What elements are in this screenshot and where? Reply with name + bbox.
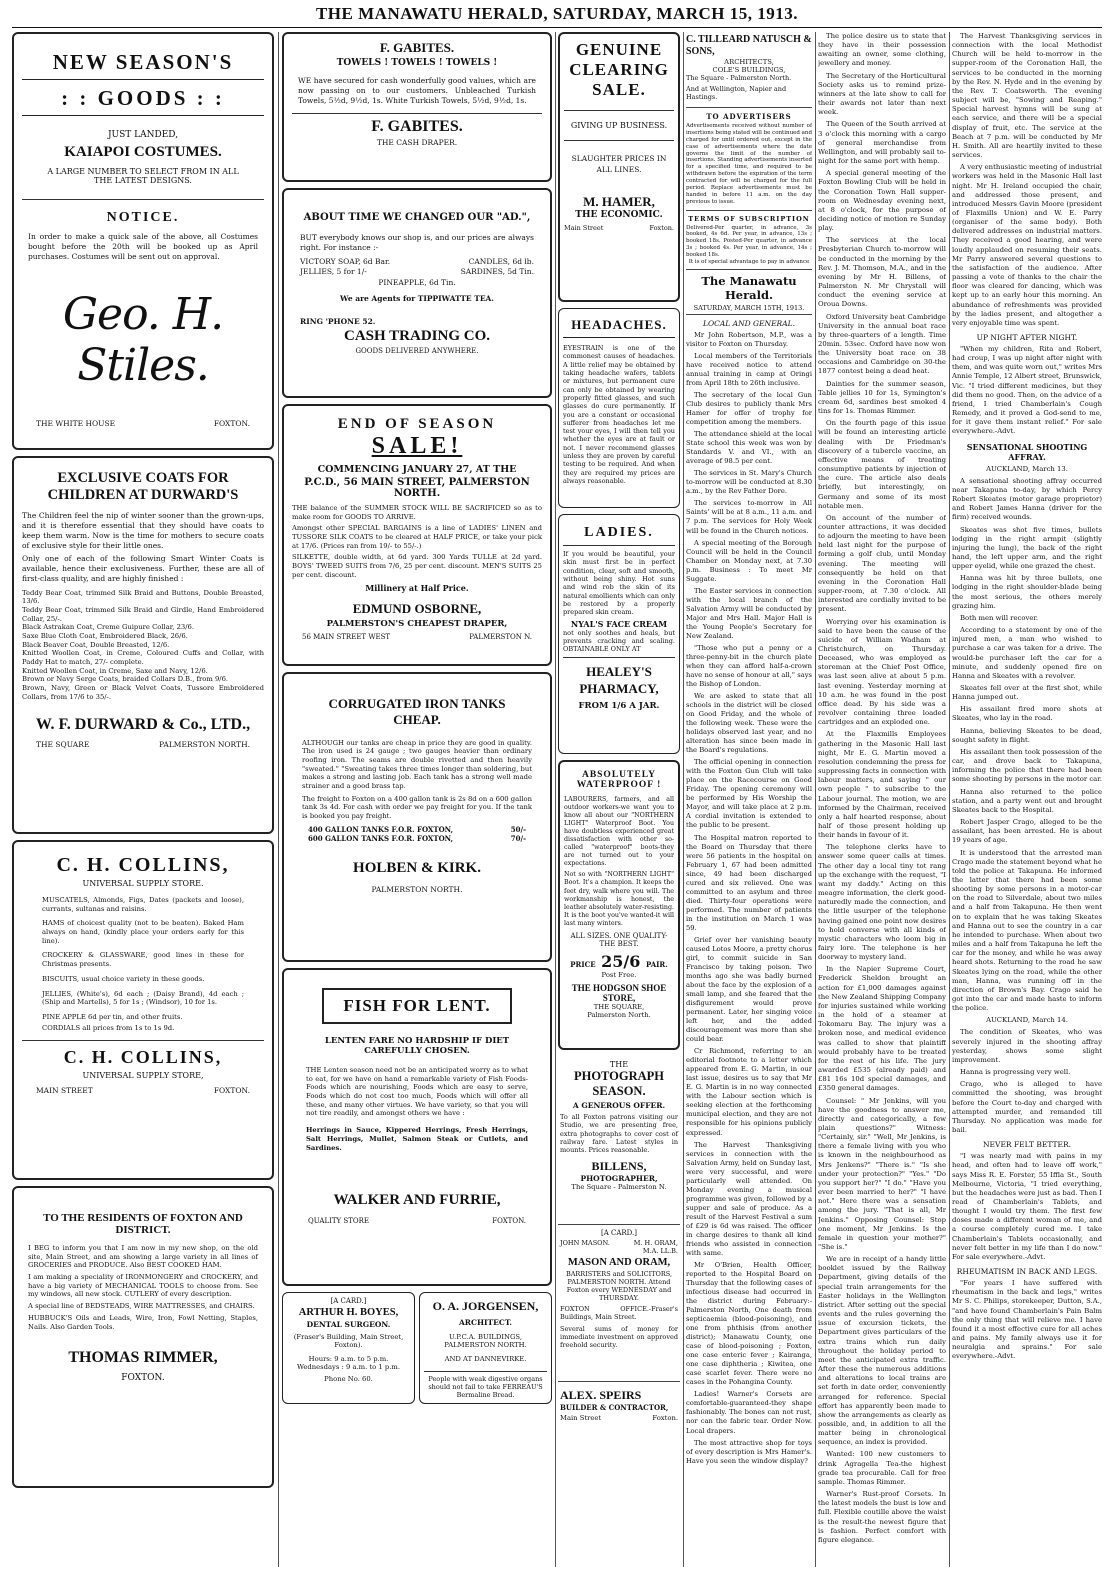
list-item: Brown, Navy, Green or Black Velvet Coats, Tussore Embroidered Collars, from 17/6 to 35/-.: [22, 684, 264, 701]
notice-title: NOTICE.: [106, 210, 180, 225]
firm-name: HOLBEN & KIRK.: [353, 860, 481, 877]
boyes-card: [282, 1292, 415, 1404]
firm-name: CASH TRADING CO.: [344, 328, 490, 344]
news-paragraph: Cr Richmond, referring to an editorial footnote to a letter which appeared from E. G. Martin, in our last issue, desires us to say that Mr E. G. Martin is in no way connected with the Labour section which is seeking election at the forthcoming municipal election, and they are not responsible for his opinions publicly expressed.: [686, 1047, 812, 1137]
walker-furrie-advert: [282, 968, 552, 1286]
advert-text: A special line of BEDSTEADS, WIRE MATTRESSES, and CHAIRS.: [28, 1302, 255, 1311]
news-paragraph: Local members of the Territorials have received notice to attend annual training in camp at Oringi from April 18th to 26th inclusive.: [686, 351, 812, 388]
masthead: THE MANAWATU HERALD, SATURDAY, MARCH 15, 1913.: [315, 4, 799, 23]
news-paragraph: The services to-morrow in All Saints' will be at 8 a.m., 11 a.m. and 7 p.m. The services for Holy Week will be found in the Church notices.: [686, 499, 812, 535]
news-paragraph: Hanna also returned to the police station, and a party went out and brought Skeates back to the Hospital.: [952, 787, 1102, 814]
billens-advert: [558, 1056, 680, 1225]
phone-number: RING 'PHONE 52.: [300, 317, 376, 326]
list-item: JELLIES, (White's), 6d each ; (Daisy Brand), 4d each ; (Ship and Martells), 5 for 1s ; (Windsor), 10 for 1s.: [42, 989, 244, 1007]
news-paragraph: In the Napier Supreme Court, Frederick Sheldon brought an action for £1,000 damages against the New Zealand Shipping Company for injuries sustained while working in the hold of a steamer at Tokomaru Bay. The injury was a broken nose, and medical evidence was called to show that plaintiff would probably have to be treated for the rest of his life. The jury awarded £535 (already paid) and £81 16s 10d special damages, and £350 general damages.: [818, 965, 946, 1093]
address: THE SQUARE: [36, 739, 90, 749]
firm-name: MASON AND ORAM,: [567, 1257, 671, 1268]
firm-name: EDMUND OSBORNE,: [352, 600, 482, 616]
tilleard-card: [686, 32, 812, 108]
advert-title: SALE!: [371, 433, 463, 459]
column-divider: [815, 32, 816, 1567]
advert-title: ABSOLUTELY: [581, 770, 657, 780]
news-paragraph: A special meeting of the Borough Council will be held in the Council Chamber on Monday next, at 7.30 p.m. Business : To meet Mr Suggate.: [686, 538, 812, 583]
advert-subtitle: UNIVERSAL SUPPLY STORE,: [82, 1071, 204, 1081]
address: And at Wellington, Napier and Hastings.: [686, 85, 787, 101]
firm-name: HEALEY'S PHARMACY,: [579, 664, 659, 696]
dateline: AUCKLAND, March 14.: [986, 1016, 1068, 1025]
firm-name: W. F. DURWARD & Co., LTD.,: [35, 715, 251, 733]
address: The Square - Palmerston N.: [571, 1182, 667, 1191]
osborne-advert: [282, 404, 552, 666]
list-item: CORDIALS all prices from 1s to 1s 9d.: [42, 1023, 175, 1032]
advert-subtitle: TOWELS ! TOWELS ! TOWELS !: [336, 58, 498, 68]
hamer-advert: [558, 32, 680, 302]
advert-subtitle: BUILDER & CONTRACTOR,: [560, 1403, 669, 1412]
article-heading: RHEUMATISM IN BACK AND LEGS.: [956, 1267, 1098, 1277]
advert-text: (Fraser's Building, Main Street, Foxton).: [293, 1333, 404, 1349]
address-town: Palmerston North.: [587, 1010, 651, 1019]
address: THE SQUARE,: [593, 1002, 645, 1011]
list-item: Black Beaver Coat, Double Breasted, 12/6.: [22, 640, 170, 649]
advert-text: I am making a speciality of IRONMONGERY and CROCKERY, and have a big variety of MECHANICAL TOOLS to choose from. See my windows, all new stock. CUTLERY of every description.: [28, 1273, 258, 1299]
advert-title: HEADACHES.: [563, 317, 675, 338]
advert-text: U.P.C.A. BUILDINGS, PALMERSTON NORTH.: [444, 1333, 527, 1349]
news-paragraph: Wanted: 100 new customers to drink Agragella Tea-the highest grade tea procurable. Call for free sample. Thomas Rimmer.: [818, 1450, 946, 1486]
advert-subtitle: COMMENCING JANUARY 27, AT THE: [317, 464, 517, 475]
column-divider: [555, 32, 556, 1567]
section-heading: LOCAL AND GENERAL.: [703, 318, 795, 328]
advert-text: LABOURERS, farmers, and all outdoor workers-we want you to know all about our "NORTHERN LIGHT" Waterproof Boot. You have doubtless experienced great dissatisfaction with other so-called "waterproof" boots-they are not turned out to your expectations.: [564, 796, 674, 868]
advert-label: THE: [609, 1060, 629, 1069]
news-paragraph: The Secretary of the Horticultural Society asks us to remind prize-winners at the late show to call for their awards not later than next week.: [818, 71, 946, 117]
advert-text: AND AT DANNEVIRKE.: [444, 1355, 527, 1363]
notice-body: Advertisements received without number of insertions being stated will be continued and charged for until ordered out, except in the case of advertisements where the date governs the limit of the number of insertions. Standing advertisements inserted for a specified time, and required to be withdrawn before the expiration of the term contracted for will be charged for the full period. Replace advertisements must be handed in before 11 a.m. on the day previous to issue.: [686, 123, 812, 205]
advert-title: C. H. COLLINS,: [56, 854, 230, 876]
mason-oram-card: [558, 1225, 680, 1382]
advert-subtitle: UNIVERSAL SUPPLY STORE.: [82, 879, 204, 888]
advert-title: END OF SEASON: [337, 416, 497, 432]
news-paragraph: "For years I have suffered with rheumatism in the back and legs," writes Mr S. C. Philips, storekeeper, Dutton, S.A., "and have found Chamberlain's Pain Balm the only thing that will relieve me. I have found it a most effective cure for all aches and pains. My family always use it for neuralgia and sprains." For sale everywhere.-Advt.: [952, 1279, 1102, 1361]
notice-body: In order to make a quick sale of the above, all Costumes bought before the 20th will be booked up as April purchases. Costumes will be sent out on approval.: [28, 232, 258, 261]
news-paragraph: The Harvest Thanksgiving services in connection with the Salvation Army, held on Sunday last, were very successful, and were particularly well attended. On Monday evening a musical programme was given, followed by a supper and sale of produce. As a result of the Harvest Festival a sum of £29 is 6d was raised. The officer in charge desires to thank all kind friends who assisted in connection with same.: [686, 1140, 812, 1257]
advert-text: ALTHOUGH our tanks are cheap in price they are good in quality. The iron used is 24 gauge ; two gauges heavier than ordinary roofing iron. The seams are double rivetted and then heavily "sweated." "Sweating takes three times longer than soldering, but makes a strong and lasting job. Each tank has a strong well made strainer and a good brass tap.: [302, 738, 532, 790]
price-item: VICTORY SOAP, 6d Bar.: [300, 256, 391, 266]
firm-name: WALKER AND FURRIE,: [333, 1192, 501, 1209]
column-6: [952, 32, 1102, 1364]
advert-title: CORRUGATED IRON TANKS CHEAP.: [328, 696, 506, 728]
news-paragraph: Grief over her vanishing beauty caused Lotos Moore, a pretty chorus girl, to commit suicide in San Francisco by taking poison. Two months ago she was badly burned about the face by the explosion of a small lamp, and she feared that the disfigurement would prove permanent. Later, her singing voice left her, and the added discouragement was more than she could bear.: [686, 935, 812, 1044]
advert-text: We are Agents for TIPPIWATTE TEA.: [340, 294, 494, 303]
price-item: 400 GALLON TANKS F.O.R. FOXTON,: [308, 824, 454, 834]
advert-title: FISH FOR LENT.: [322, 988, 512, 1024]
address: 56 MAIN STREET WEST: [302, 632, 391, 641]
address-town: Foxton.: [649, 223, 674, 232]
advert-title: ABOUT TIME WE CHANGED OUR "AD.",: [303, 212, 531, 223]
column-3: [558, 32, 680, 1428]
address: The Square - Palmerston North.: [686, 74, 792, 82]
holben-kirk-advert: [282, 672, 552, 962]
news-paragraph: Oxford University beat Cambridge University in the annual boat race by three-quarters of a length. Time 20min. 53sec. Oxford have now won the University boat race on 38 occasions and Cambridge on 30-the 1877 contest being a dead heat.: [818, 312, 946, 376]
advert-text: A LARGE NUMBER TO SELECT FROM IN ALL THE LATEST DESIGNS.: [47, 167, 239, 185]
advert-text: Several sums of money for immediate investment on approved freehold security.: [560, 1324, 678, 1350]
news-paragraph: The most attractive shop for toys of every description is Mrs Hamer's. Have you seen the window display?: [686, 1438, 812, 1465]
news-paragraph: The services in St. Mary's Church to-morrow will be conducted at 8.30 a.m., by the Rev Father Dore.: [686, 469, 812, 496]
jorgensen-card: [419, 1292, 552, 1404]
advert-subtitle: THE CASH DRAPER.: [376, 138, 458, 148]
product-name: NYAL'S FACE CREAM: [570, 618, 668, 629]
firm-name: ARTHUR H. BOYES,: [298, 1307, 399, 1318]
firm-name: O. A. JORGENSEN,: [432, 1299, 539, 1313]
list-item: Knitted Woollen Coat, in Creme, Saxe and Navy, 12/6.: [22, 666, 208, 675]
list-item: Knitted Woollen Coat, in Creme, Coloured Cuffs and Collar, with Paddy Hat to match, 27/- complete.: [22, 649, 264, 667]
firm-name: ALEX. SPEIRS: [560, 1388, 642, 1402]
advert-text: Herrings in Sauce, Kippered Herrings, Fresh Herrings, Salt Herrings, Mullet, Salmon Steak or Cutlets, and Sardines.: [306, 1126, 528, 1152]
firm-name: THOMAS RIMMER,: [68, 1349, 218, 1367]
news-paragraph: Counsel: " Mr Jenkins, will you have the goodness to answer me, directly and categorically, a few plain questions?" Witness: "Certainly, sir." "Well, Mr Jenkins, is there a female living with you who is known in the neighbourhood as Mrs Jenkens?" "There is." "Is she under your protection?" "Yes." "Do you support her?" "I do." "Have you ever been married to her?" "I have not." Here there was a sensation among the jury. "That is all, Mr Jenkins." Opposing Counsel: Stop one moment, Mr Jenkins. Is the female in question your mother?" "She is.": [818, 1096, 946, 1251]
column-4: [686, 32, 812, 1469]
list-item: Black Astrakan Coat, Creme Guipure Collar, 23/6.: [22, 623, 195, 632]
news-paragraph: Worrying over his examination is said to have been the cause of the suicide of William Wadham at Christchurch, on Thursday. Deceased, who was employed as storeman at the Chief Post Office, was last seen alive at about 5 p.m. last evening. Yesterday morning at 10 a.m. he was found in the post office dead. By his side was a revolver containing three loaded cartridges and an exploded one.: [818, 617, 946, 727]
advert-text: Only one of each of the following Smart Winter Coats is available, hence their exclusiveness. Further, these are all of first-class quality, and are highly finished :: [22, 554, 264, 583]
news-paragraph: His assailant then took possession of the car, and drove back to Takapuna, informing the police that there had been some shooting by persons in the motor car.: [952, 747, 1102, 784]
advert-text: People with weak digestive organs should not fail to take FERREAU'S Bermaline Bread.: [424, 1371, 547, 1399]
advert-subtitle: JUST LANDED,: [107, 130, 179, 140]
news-paragraph: Hanna was hit by three bullets, one lodging in the right shoulder-blade being the most serious, the others merely grazing him.: [952, 574, 1102, 610]
address-town: Foxton.: [652, 1414, 678, 1422]
advert-title: NEW SEASON'S: [22, 50, 264, 80]
price-item: PINEAPPLE, 6d Tin.: [378, 277, 456, 287]
advert-text: Amongst other SPECIAL BARGAINS is a line of LADIES' LINEN and TUSSORE SILK COATS to be cleared at HALF PRICE, or take your pick at 17/6. (Prices ran from 19/- to 55/-.): [292, 524, 542, 550]
advert-subtitle: DENTAL SURGEON.: [306, 1320, 391, 1329]
advert-title: SALE.: [592, 80, 646, 99]
news-paragraph: On account of the number of counter attractions, it was decided to adjourn the meeting to have been held last night for the purpose of forming a golf club, until Monday evening. The meeting will consequently be held on that evening in the Coronation Hall supper-room, at 7.30 o'clock. All interested are cordially invited to be present.: [818, 513, 946, 614]
price-unit: PAIR.: [645, 959, 668, 969]
advert-text: THE Lenten season need not be an anticipated worry as to what to eat, for we have on hand a remarkable variety of Fish Foods-Foods which are nourishing, Foods which are easy to serve, Foods which do not cost too much, Foods which will offer all these, and many other virtues. We have variety, so that you will not tire readily, and amongst others we have :: [306, 1066, 528, 1118]
advert-text: THE balance of the SUMMER STOCK WILL BE SACRIFICED so as to make room for GOODS TO ARRIVE.: [292, 504, 542, 521]
advert-subtitle: A GENEROUS OFFER.: [572, 1101, 666, 1110]
news-paragraph: A very enthusiastic meeting of industrial workers was held in the Masonic Hall last night. Mr H. Ireland occupied the chair, and addressed those present, and introduced Messrs Gavin Moore (president of Flaxmills Union) and W. E. Parry (organiser of the same body). Both delivered addresses on industrial matters. They received a good hearing, and were loudly applauded on resuming their seats. Mr Parry answered several questions to the satisfaction of the audience. After passing a vote of thanks to the chair the floor was cleared for dancing, which was kept up to an early hour this morning. An abundance of refreshments was provided by the ladies present, and altogether a very enjoyable time was spent.: [952, 163, 1102, 327]
news-paragraph: The police desire us to state that they have in their possession awaiting an owner, some clothing, jewellery and money.: [818, 32, 946, 68]
address-town: PALMERSTON NORTH.: [371, 885, 463, 895]
advert-text: EYESTRAIN is one of the commonest causes of headaches. A little relief may be obtained by taking headache wafers, tablets or mixtures, but permanent cure can only be obtained by wearing properly fitted glasses, and such glasses do cure permanently. If you are a constant or occasional sufferer from headaches let me test your eyes, I will then tell you whether the eyes are at fault or not. I never recommend glasses unless they are proven by careful testing to be required. And when they are required my prices are always reasonable.: [563, 344, 675, 485]
advert-text: not only soothes and heals, but prevents cracking and scaling. OBTAINABLE ONLY AT: [563, 628, 675, 654]
article-heading: UP NIGHT AFTER NIGHT.: [976, 333, 1078, 342]
advert-subtitle: GOODS DELIVERED ANYWHERE.: [355, 347, 479, 355]
subscription-terms: [686, 211, 812, 270]
address-town: FOXTON.: [213, 1086, 250, 1096]
rimmer-advert: [12, 1186, 274, 1488]
list-item: Brown or Navy Serge Coats, braided Collars D.B., from 9/6.: [22, 675, 229, 684]
column-1: [12, 32, 274, 1494]
news-paragraph: Skeates was shot five times, bullets lodging in the right armpit (slightly injuring the lung), the back of the right hand, the left upper arm, and the right upper eyelid, while one grazed the chest.: [952, 525, 1102, 571]
address-town: PALMERSTON N.: [469, 632, 532, 641]
news-paragraph: Ladies! Warner's Corsets are comfortable-guaranteed-they shape fashionably. The bones can not rust, nor can the fabric tear. Order Now. Local drapers.: [686, 1390, 812, 1435]
column-5: [818, 32, 946, 1548]
list-item: Saxe Blue Cloth Coat, Embroidered Black, 26/6.: [22, 632, 188, 641]
cash-trading-advert: [282, 188, 552, 398]
address: COLE'S BUILDINGS,: [712, 66, 786, 74]
address: MAIN STREET: [36, 1086, 93, 1096]
news-paragraph: Hanna, believing Skeates to be dead, sought safety in flight.: [952, 726, 1102, 744]
price-value: FROM 1/6 A JAR.: [578, 700, 660, 711]
list-item: PINE APPLE 6d per tin, and other fruits.: [42, 1012, 183, 1021]
list-item: Teddy Bear Coat, trimmed Silk Braid and Girdle, Hand Embroidered Collar, 25/-.: [22, 605, 264, 623]
advert-text: FOXTON OFFICE.-Fraser's Buildings, Main Street.: [560, 1305, 678, 1322]
advert-title: TO THE RESIDENTS OF FOXTON AND DISTRICT.: [43, 1212, 243, 1236]
address: Main Street: [560, 1414, 602, 1422]
advert-text: Millinery at Half Price.: [365, 582, 469, 593]
signature: Geo. H. Stiles.: [62, 289, 224, 392]
price-value: 50/-: [510, 824, 526, 834]
firm-name: C. TILLEARD NATUSCH & SONS,: [686, 34, 812, 57]
price-item: 600 GALLON TANKS F.O.R. FOXTON,: [308, 834, 454, 844]
news-paragraph: According to a statement by one of the injured men, a man who wished to purchase a car was taken for a drive. The would-be purchaser left the car for a minute, and suddenly opened fire on Hanna and Skeates with a revolver.: [952, 626, 1102, 680]
advert-text: Post Free.: [601, 970, 637, 979]
advert-subtitle: PALMERSTON'S CHEAPEST DRAPER,: [326, 618, 508, 629]
news-paragraph: The secretary of the local Gun Club desires to publicly thank Mrs Hamer for offer of trophy for competition among the members.: [686, 391, 812, 427]
advert-text: The freight to Foxton on a 400 gallon tank is 2s 8d on a 600 gallon tank 3s 4d. For cash with order we pay freight for you. If the tank is booked you pay freight.: [302, 794, 532, 820]
notice-title: TERMS OF SUBSCRIPTION: [688, 214, 810, 223]
healey-advert: [558, 514, 680, 754]
news-paragraph: Robert Jasper Crago, alleged to be the assailant, has been arrested. He is about 19 years of age.: [952, 818, 1102, 845]
news-paragraph: The Queen of the South arrived at 3 o'clock this morning with a cargo of general merchandise from Wellington, and will probably sail to-night for the same port with hemp.: [818, 120, 946, 166]
notice-body: Delivered-Per quarter, in advance, 3s booked, 4s 6d. Per year, in advance, 13s ; booked 18s. Posted-Per quarter, in advance 3s ; booked 4s. Per year, in advance, 14s ; booked 18s.: [686, 224, 812, 258]
advert-title: LADIES.: [584, 525, 654, 540]
column-2: [282, 32, 552, 1410]
news-paragraph: "When my children, Rita and Robert, had croup, I was up night after night with them, and was quite worn out," writes Mrs Annie Temple, 12 Albert street, Brunswick, Vic. "I tried different medicines, but they did them no good. Then, on the advice of a friend, I tried Chamberlain's Cough Remedy, and it proved a God-send to me, for it gave them instant relief." For sale everywhere.-Advt.: [952, 345, 1102, 436]
address-town: FOXTON.: [213, 419, 250, 429]
news-paragraph: The telephone clerks have to answer some queer calls at times. The other day a local tiny tot rang up the exchange with the request, "I want my daddy." Acting on this meagre information, the clerk good-naturedly made the connection, and the little usurper of the telephone having gained one point now desires to hold converse with all kinds of mystic characters who loom big in fairy lore. The telephone is her doorway to mystery land.: [818, 843, 946, 962]
advert-text: Hours: 9 a.m. to 5 p.m. Wednesdays : 9 a.m. to 1 p.m.: [296, 1355, 401, 1371]
price-value: 70/-: [510, 834, 526, 844]
collins-advert: [12, 840, 274, 1180]
advert-title: F. GABITES.: [379, 40, 455, 55]
news-paragraph: At the Flaxmills Employees gathering in the Masonic Hall last night, Mr E. G. Martin moved a resolution condemning the press for suppressing facts in connection with labour matters, and saying " our own people " to subscribe to the Labour journal. The motion, we are informed by the Chairman, received only a half hearted response, about half of those present holding up their hands in favour of it.: [818, 730, 946, 840]
hodgson-advert: [558, 760, 680, 1050]
gabites-advert: [282, 32, 552, 182]
headaches-advert: [558, 308, 680, 508]
masthead-rule: [12, 27, 1102, 28]
news-paragraph: A sensational shooting affray occurred near Takapuna to-day, by which Percy Robert Skeates (motor garage proprietor) and Robert James Hanna (driver for the firm) received wounds.: [952, 476, 1102, 522]
news-paragraph: The Harvest Thanksgiving services in connection with the local Methodist Church will be held to-morrow in the supper-room of the Coronation Hall, the services to be conducted in the morning by the Rev. N. Hyde and in the evening by the Rev. T. Coatsworth. The evening subject will be, "Sowing and Reaping." Special harvest hymns will be sung at each service, and there will be a special display of fruit, etc. The service at the Beach at 7 p.m. will be conducted by Mr H. Smith. All are heartily invited to these services.: [952, 32, 1102, 160]
advert-title: CLEARING: [569, 60, 669, 79]
column-divider: [949, 32, 950, 1567]
notice-title: TO ADVERTISERS: [706, 112, 792, 121]
advert-text: If you would be beautiful, your skin must first be in perfect condition, clear, soft and smooth, without being shiny. Hot suns and wind rob the skin of its natural emollients which can only be restored by a properly prepared skin cream.: [563, 550, 675, 617]
durward-advert: [12, 456, 274, 834]
partner-name: M. H. ORAM, M.A. LL.B.: [633, 1239, 678, 1255]
news-paragraph: "Those who put a penny or a three-penny-bit in the church plate when they can afford half-a-crown have no sense of honour at all," says the Bishop of London.: [686, 643, 812, 688]
price-value: 25/6: [601, 951, 641, 971]
advert-subtitle: LENTEN FARE NO HARDSHIP IF DIET CAREFULLY CHOSEN.: [324, 1036, 510, 1056]
news-paragraph: On the fourth page of this issue will be found an interesting article dealing with Dr Friedman's discovery of a tubercle vaccine, an effective means of treating consumptive patients by injection of the cure. The article also deals briefly, but interestingly, on Germany and some of its most notable men.: [818, 419, 946, 510]
advert-title: PHOTOGRAPH SEASON.: [573, 1069, 665, 1098]
list-item: MUSCATELS, Almonds, Figs, Dates (packets and loose), currants, sultanas and raisins.: [42, 896, 244, 913]
speirs-advert: [558, 1382, 680, 1428]
firm-name: BILLENS,: [591, 1158, 647, 1173]
news-paragraph: Dainties for the summer season, Table jellies 10 for 1s, Symington's cream 6d, sardines best smoked 4 tins for 1s. Thomas Rimmer.: [818, 379, 946, 416]
advert-subtitle: ARCHITECTS,: [724, 58, 774, 66]
firm-name: THE HODGSON SHOE STORE,: [571, 982, 667, 1003]
news-paragraph: His assailant fired more shots at Skeates, who lay in the road.: [952, 705, 1102, 723]
news-paragraph: Skeates fell over at the first shot, while Hanna jumped out.: [952, 684, 1102, 702]
price-item: CANDLES, 6d lb.: [468, 256, 534, 266]
advert-subtitle: ARCHITECT.: [458, 1318, 513, 1327]
newspaper-title: The Manawatu Herald.: [701, 273, 797, 302]
advert-subtitle: GIVING UP BUSINESS.: [570, 121, 668, 130]
advert-title: C. H. COLLINS,: [63, 1047, 223, 1068]
advert-title: EXCLUSIVE COATS FOR CHILDREN AT DURWARD'S: [47, 470, 239, 503]
advert-subtitle: PHOTOGRAPHER,: [580, 1173, 658, 1183]
news-paragraph: A special general meeting of the Foxton Bowling Club will be held in the Coronation Town Hall supper-room on Wednesday evening next, at 8 o'clock, for the purpose of deciding notice of motion re Sunday play.: [818, 169, 946, 233]
news-paragraph: The services at the local Presbyterian Church to-morrow will be conducted in the morning by the Rev. J. M. Thomson, M.A., and in the evening by Mr H. Billens, of Palmerston N. Mr Chrystall will conduct the evening service at Oroua Downs.: [818, 236, 946, 309]
card-label: [A CARD.]: [330, 1297, 367, 1305]
news-paragraph: Warner's Rust-proof Corsets. In the latest models the bust is low and full. Flexible coutille above the waist is the result-the newest figure that is fashion. Perfect comfort with figure elegance.: [818, 1490, 946, 1544]
advert-text: HUBBUCK'S Oils and Leads, Wire, Iron, Fowl Netting, Staples, Nails. Also Garden Tools.: [28, 1313, 258, 1331]
address: Main Street: [564, 223, 604, 232]
news-paragraph: The condition of Skeates, who was severely injured in the shooting affray yesterday, shows some slight improvement.: [952, 1028, 1102, 1064]
stiles-advert: [12, 32, 274, 450]
price-item: SARDINES, 5d Tin.: [460, 267, 534, 276]
dateline: AUCKLAND, March 13.: [986, 464, 1068, 473]
advert-title: GENUINE: [575, 40, 663, 59]
advert-text: SLAUGHTER PRICES IN ALL LINES.: [571, 154, 667, 175]
advert-text: ALL SIZES. ONE QUALITY-THE BEST.: [570, 931, 668, 948]
news-paragraph: The Easter services in connection with the local branch of the Salvation Army will be conducted by Major and Mrs Hall. Major Hall is the Young People's Secretary for New Zealand.: [686, 586, 812, 640]
news-paragraph: Mr John Robertson, M.P., was a visitor to Foxton on Thursday.: [686, 330, 812, 348]
price-label: PRICE: [570, 959, 596, 969]
news-paragraph: Mr O'Brien, Health Officer, reported to the Hospital Board on Thursday that the following cases of infectious disease had occurred in the district during February:- Palmerston North, One death from septicaemia (blood-poisoning), and one from phthisis (from another district); Manawatu County, one case of blood-poisoning ; Foxton, one case enteric fever ; Kairanga, one case diphtheria ; Kiwitea, one case scarlet fever. There were no cases in the Pohangina County.: [686, 1260, 812, 1387]
advert-title: WATERPROOF !: [576, 780, 662, 790]
partner-name: JOHN MASON.: [560, 1239, 610, 1247]
notice-body: It is of special advantage to pay in advance: [688, 258, 810, 265]
advert-text: BARRISTERS and SOLICITORS, PALMERSTON NORTH. Attend Foxton every WEDNESDAY and THURSDAY.: [565, 1270, 673, 1302]
list-item: Teddy Bear Coat, trimmed Silk Braid and Buttons, Double Breasted, 13/6.: [22, 588, 264, 606]
advert-text: BUT everybody knows our shop is, and our prices are always right. For instance :-: [300, 233, 534, 252]
advert-text: To all Foxton patrons visiting our Studio, we are presenting free, extra photographs to cover cost of railway fare. Latest styles in mounts. Prices reasonable.: [560, 1113, 678, 1155]
column-divider: [683, 32, 684, 1567]
firm-name: F. GABITES.: [371, 118, 463, 136]
news-paragraph: The Hospital matron reported to the Board on Thursday that there were 56 patients in the hospital on February 1, 67 had been admitted since, 49 had been discharged cured and six relieved. One was committed to an asylum and three died. Thirty-four operations were performed. The number of patients in the institution on March 1 was 59.: [686, 833, 812, 932]
address-town: PALMERSTON NORTH.: [159, 739, 250, 749]
advert-subtitle: P.C.D., 56 MAIN STREET, PALMERSTON NORTH.: [304, 477, 530, 499]
news-paragraph: We are in receipt of a handy little booklet issued by the Railway Department, giving details of the special train arrangements for the Easter holidays in the Wellington district. After setting out the special events and the rules governing the issue of excursion tickets, the Department gives particulars of the extra trains which run daily throughout the holiday period to meet the anticipated extra traffic. After these the numerous additions and alterations to local trains are set forth in date order, conveniently arranged for reference. Special effort has apparently been made to show the arrangements as clearly as possible, and, in addition to all the matter being in chronological sequence, an index is provided.: [818, 1255, 946, 1447]
article-heading: SENSATIONAL SHOOTING AFFRAY.: [966, 441, 1088, 462]
news-paragraph: It is understood that the arrested man Crago made the statement beyond what he told the police at Takapuna. He informed the latter that there had been some shooting by some persons in a motor-car on the road to Silverdale, about two miles and a half from Takapuna. He then went on to explain that he was taking Skeates and Hanna out to see the country in a car he intended to purchase. When about two miles and a half from Takapuna he left the car for the money, and while he was away heard shots. Returning to the road he saw Skeates lying on the road, while the other man, Hanna, was running off in the direction of Brown's Bay. Crago said he got into the car and made haste to inform the police.: [952, 848, 1102, 1013]
article-heading: NEVER FELT BETTER.: [982, 1140, 1072, 1150]
firm-name: M. HAMER,: [583, 193, 655, 209]
address-town: FOXTON.: [492, 1217, 526, 1226]
advert-text: Not so with "NORTHERN LIGHT" Boot. It's a champion. It keeps the feet dry, walk where you will. The workmanship is honest, the leather absolutely water-resisting. It is the boot you've wanted-it will last many winters.: [564, 871, 674, 927]
address-town: FOXTON.: [121, 1373, 165, 1384]
news-paragraph: The official opening in connection with the Foxton Gun Club will take place on the Racecourse on Good Friday. The opening ceremony will be performed by His Worship the Mayor, and will take place at 2 p.m. A cordial invitation is extended to the public to be present.: [686, 758, 812, 830]
news-paragraph: We are asked to state that all schools in the district will be closed on Good Friday, and the whole of the following week. These were the holidays observed last year, and no alteration has since been made in the Board's regulations.: [686, 692, 812, 755]
advert-title: : : GOODS : :: [22, 86, 264, 116]
price-item: JELLIES, 5 for 1/-: [300, 267, 367, 276]
news-paragraph: Hanna is progressing very well.: [960, 1068, 1071, 1077]
advert-text: WE have secured for cash wonderfully good values, which are now passing on to our customers. Unbleached Turkish Towels, 5½d, 9½d, 1s. White Turkish Towels, 5½d, 9½d, 1s.: [298, 76, 536, 105]
list-item: CROCKERY & GLASSWARE, good lines in these for Christmas presents.: [42, 951, 244, 969]
column-divider: [278, 32, 279, 1567]
advert-subtitle: THE ECONOMIC.: [575, 209, 663, 220]
phone-number: Phone No. 60.: [324, 1375, 373, 1383]
card-label: [A CARD.]: [600, 1229, 637, 1237]
address: QUALITY STORE: [308, 1217, 369, 1226]
news-paragraph: "I was nearly mad with pains in my head, and often had to leave off work," says Miss R. E. Forster, 55 Iffla St., South Melbourne, Victoria, "I tried everything, but the headaches were just as bad. Then I read of Chamberlain's Tablets, and thought I would try them. The first few doses made a different woman of me, and a course completely cured me. I take Chamberlain's Tablets occasionally, and never felt better in my life than I do now." For sale everywhere.-Advt.: [952, 1152, 1102, 1261]
issue-date: SATURDAY, MARCH 15TH, 1913.: [686, 304, 812, 315]
list-item: BISCUITS, usual choice variety in these goods.: [42, 974, 205, 983]
advert-text: I BEG to inform you that I am now in my new shop, on the old site, Main Street, and am showing a large variety in all lines of GROCERIES and PRODUCE. Also BEST COOKED HAM.: [28, 1244, 258, 1270]
advert-subtitle: KAIAPOI COSTUMES.: [64, 144, 222, 160]
address: THE WHITE HOUSE: [36, 419, 116, 429]
news-paragraph: Crago, who is alleged to have committed the shooting, was brought before the Court to-day and charged with attempted murder, and remanded till Thursday. No application was made for bail.: [952, 1080, 1102, 1135]
news-paragraph: Both men will recover.: [960, 613, 1039, 622]
advertisers-notice: [686, 108, 812, 211]
news-paragraph: The attendance shield at the local State school this week was won by Standards V. and VI., with an average of 98.5 per cent.: [686, 430, 812, 466]
advert-text: The Children feel the nip of winter sooner than the grown-ups, and it is therefore essential that they should have coats to keep them warm. Now is the time for mothers to secure coats of exclusive style for their little ones.: [22, 511, 264, 550]
advert-text: SILKETTE, double width, at 6d yard. 300 Yards TULLE at 2d yard. BOYS' TWEED SUITS from 7/6, 25 per cent. discount. MEN'S SUITS 25 per cent. discount.: [292, 553, 542, 579]
list-item: HAMS of choicest quality (not to be beaten). Baked Ham always on hand, (kindly place your orders early for this line).: [42, 919, 244, 945]
